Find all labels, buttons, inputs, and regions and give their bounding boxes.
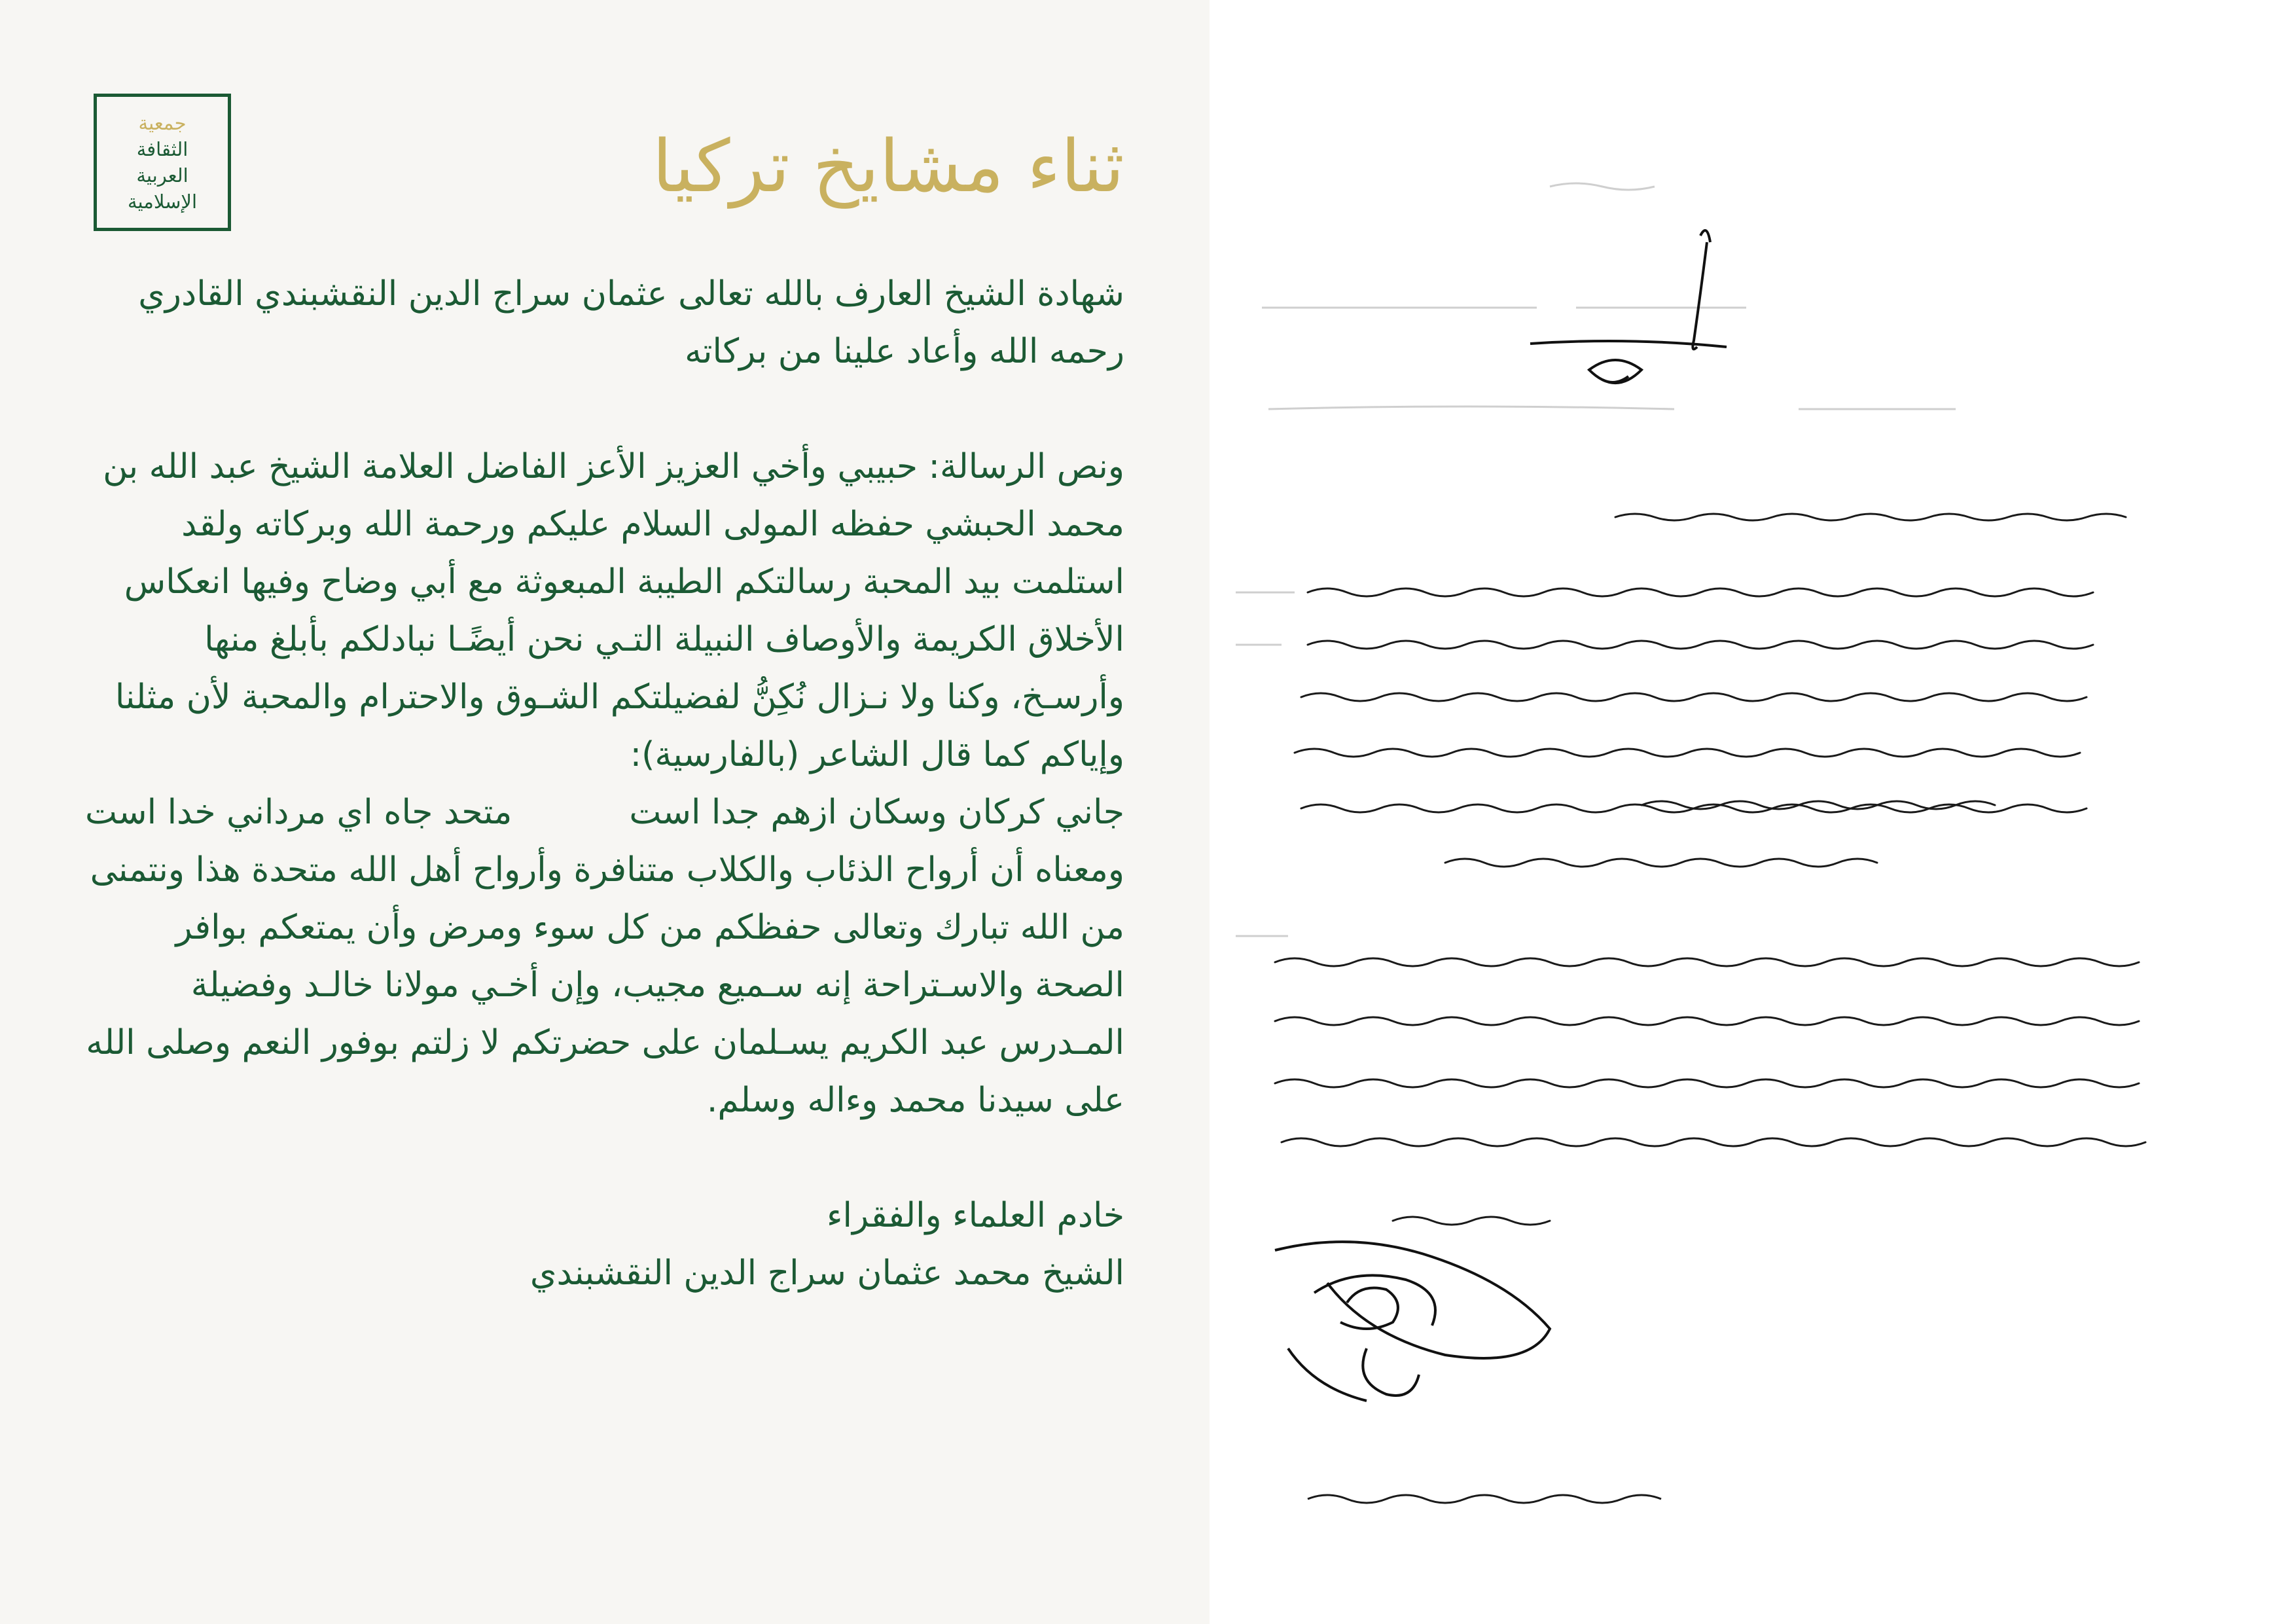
scanned-letter — [1210, 0, 2296, 1624]
testimony-heading: شهادة الشيخ العارف بالله تعالى عثمان سراج الدين النقشبندي القادري رحمه الله وأعاد علينا من بركاته — [138, 274, 1124, 371]
signatory-name: الشيخ محمد عثمان سراج الدين النقشبندي — [529, 1254, 1124, 1293]
logo-line-1: جمعية — [138, 112, 187, 134]
logo-line-2: الثقافة — [136, 138, 188, 160]
handwritten-letter-image — [1210, 0, 2296, 1624]
faint-stamp-marks — [1236, 183, 1956, 936]
page-title: ثناء مشايخ تركيا — [652, 124, 1124, 208]
verse-first-hemistich: جاني كركان وسكان ازهم جدا است — [629, 793, 1124, 832]
letter-message: ونص الرسالة: حبيبي وأخي العزيز الأعز الفاضل العلامة الشيخ عبد الله بن محمد الحبشي حفظه المولى السلام عليكم ورحمة الله وبركاته ولقد استلمت بيد المحبة رسالتكم الطيبة المبعوثة مع أبي وضاح وفيها انعكاس الأخلاق الكريمة والأوصاف النبيلة التـي نحن أيضًـا نبادلكم بأبلغ منها وأرسـخ، وكنا ولا نـزال نُكِنُّ لفضيلتكم الشـوق والاحترام والمحبة لأن مثلنا وإياكم كما قال الشاعر (بالفارسية): — [103, 447, 1124, 774]
handwritten-signatory-line — [1308, 1495, 1661, 1503]
logo-line-3: العربية — [136, 164, 188, 187]
verse-meaning: ومعناه أن أرواح الذئاب والكلاب متنافرة وأرواح أهل الله متحدة هذا ونتمنى من الله تبارك وتعالى حفظكم من كل سوء ومرض وأن يمتعكم بوافر الصحة والاسـتراحة إنه سـميع مجيب، وإن أخـي مولانا خالـد وفضيلة المـدرس عبد الكريم يسـلمان على حضرتكم لا زلتم بوفور النعم وصلى الله على سيدنا محمد وءاله وسلم. — [86, 850, 1124, 1120]
closing-line: خادم العلماء والفقراء — [827, 1196, 1124, 1235]
association-logo — [94, 94, 231, 231]
paragraph-spacer — [85, 380, 1124, 438]
handwritten-lines — [1275, 514, 2145, 1225]
letter-transcription — [85, 265, 1124, 1302]
verse-second-hemistich: متحد جاه اي مرداني خدا است — [85, 793, 512, 832]
logo-line-4: الإسلامية — [127, 190, 198, 213]
persian-verse — [85, 784, 1124, 841]
paragraph-spacer — [85, 1129, 1124, 1187]
signature-icon — [1275, 1242, 1550, 1401]
